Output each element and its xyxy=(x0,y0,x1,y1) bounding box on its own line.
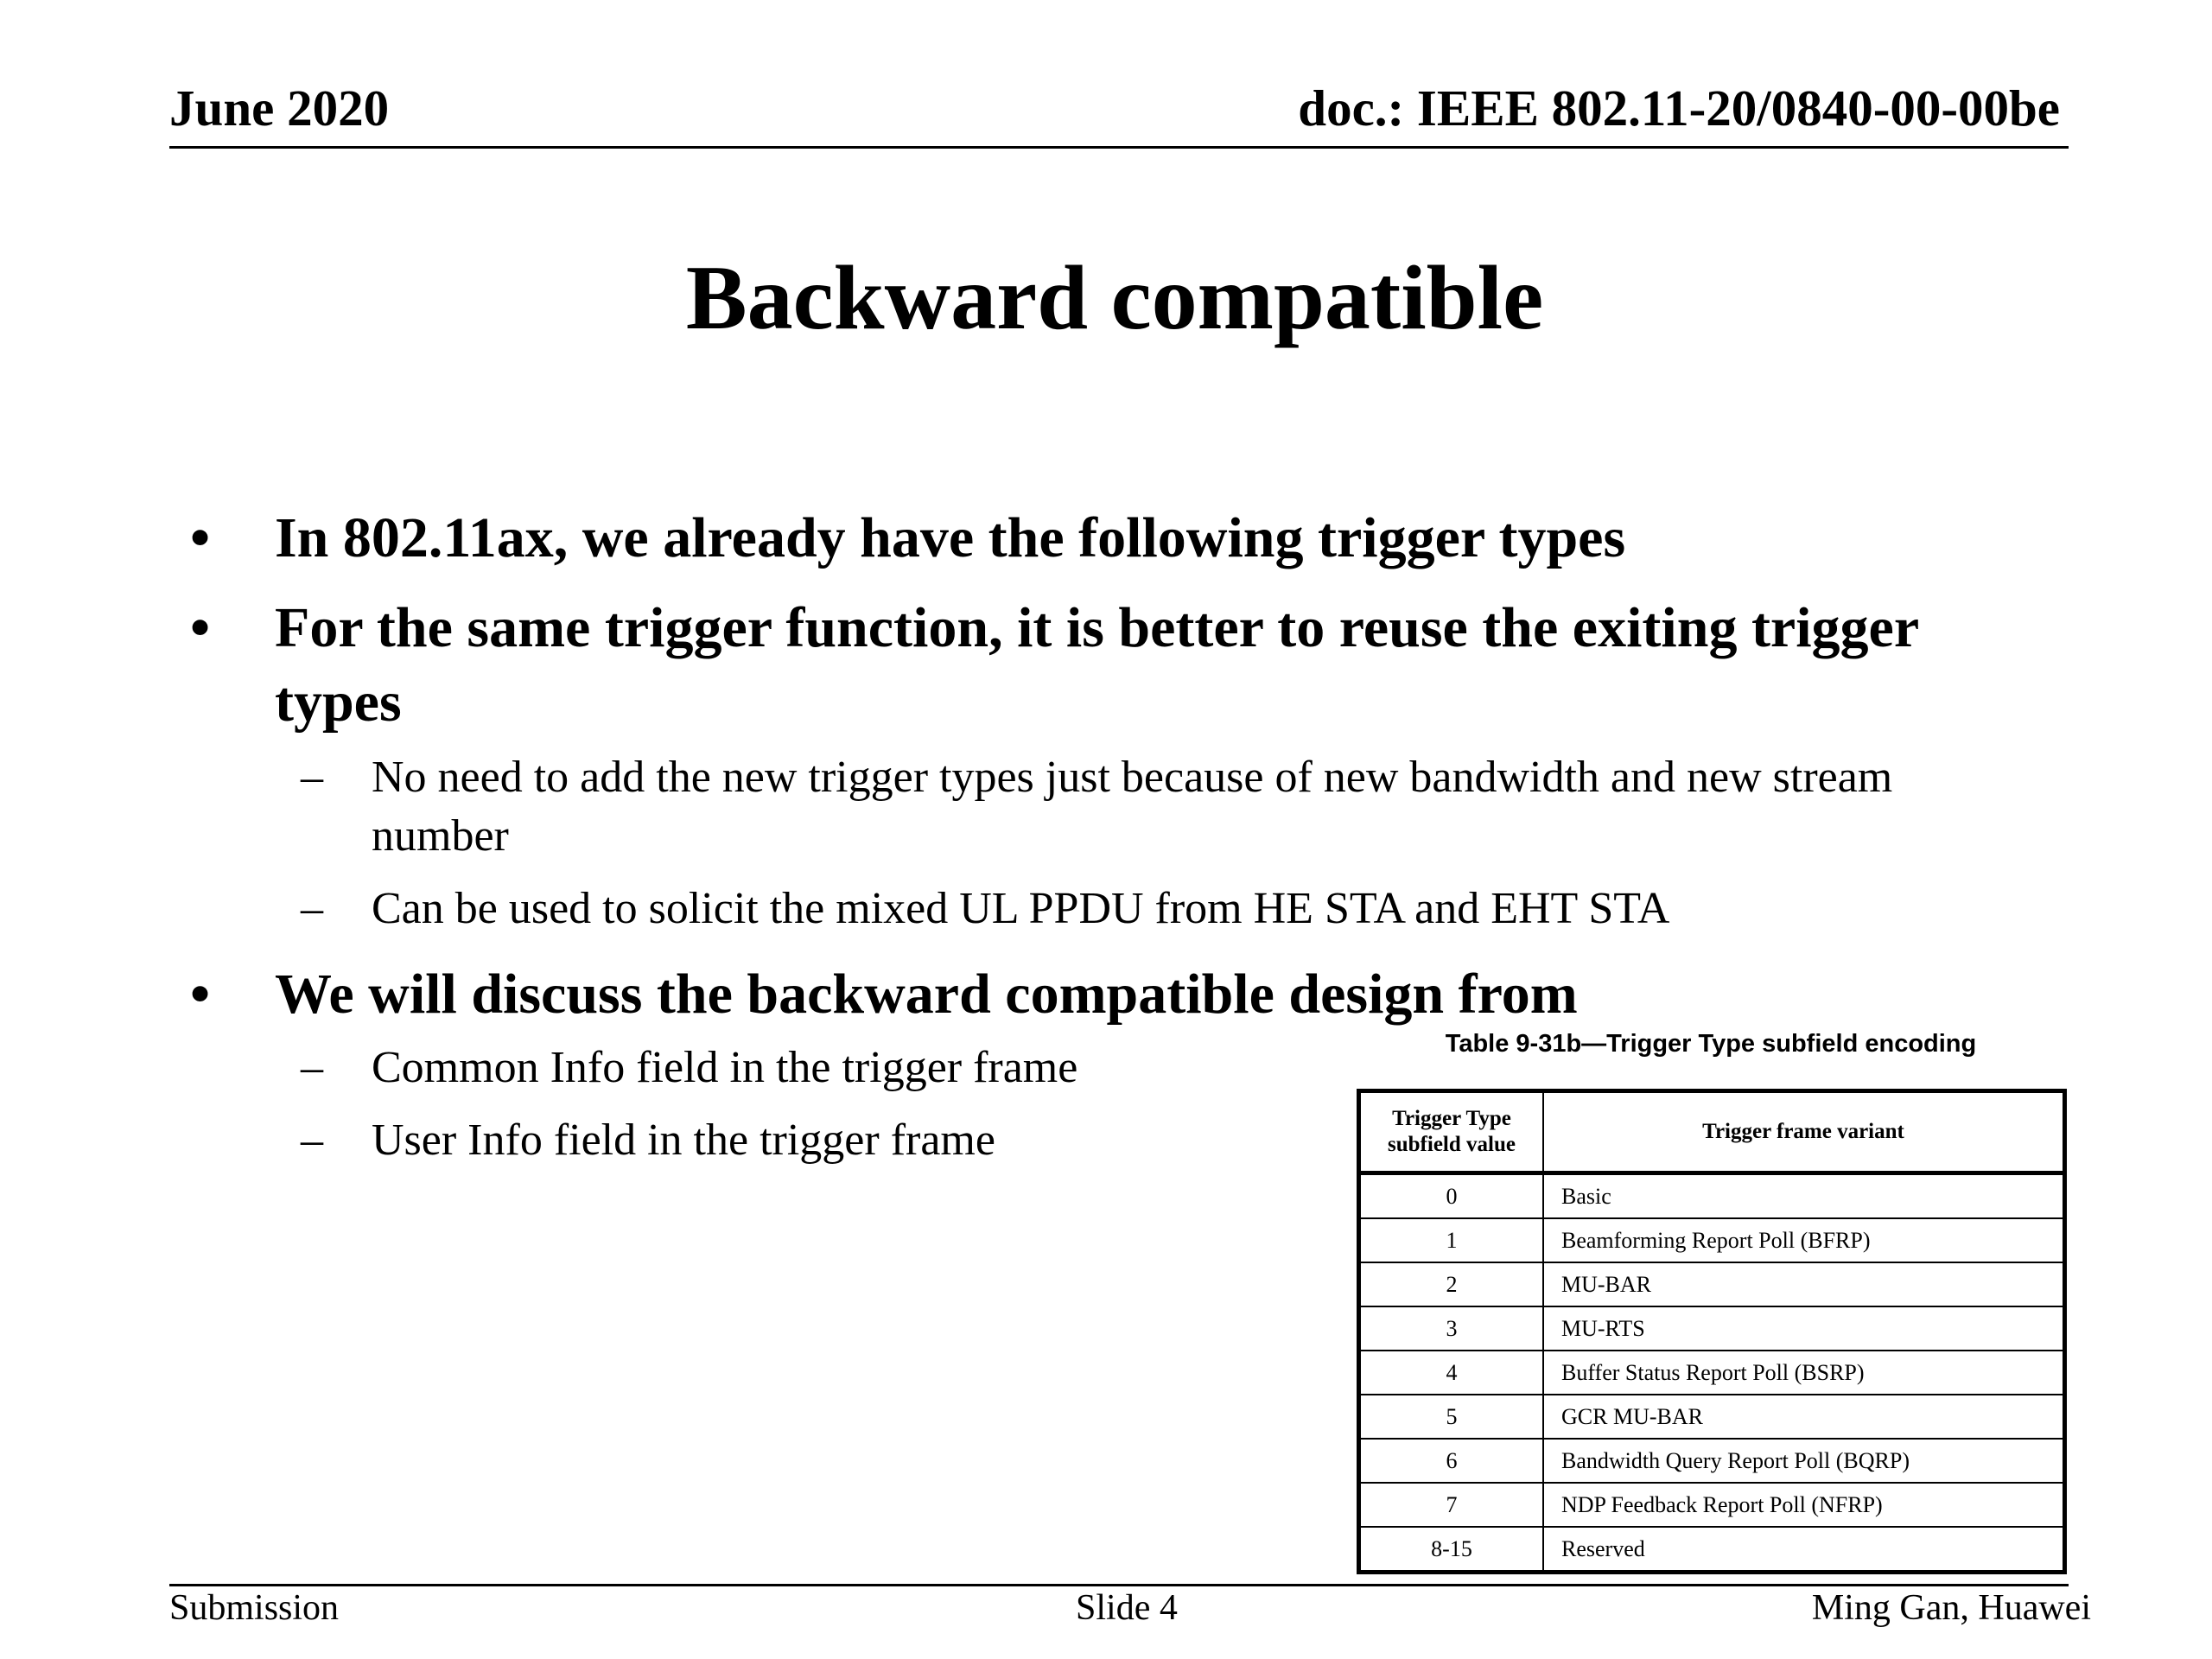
table-row xyxy=(1359,1262,2065,1306)
slide-title: Backward compatible xyxy=(685,247,1544,348)
cell-variant: Buffer Status Report Poll (BSRP) xyxy=(1543,1351,2065,1395)
table-row xyxy=(1359,1351,2065,1395)
cell-variant: MU-BAR xyxy=(1543,1262,2065,1306)
table-caption: Table 9-31b—Trigger Type subfield encoding xyxy=(1445,1030,1977,1058)
cell-variant: Reserved xyxy=(1543,1527,2065,1573)
bullet-text: We will discuss the backward compatible design from xyxy=(275,963,1578,1026)
cell-value: 0 xyxy=(1359,1173,1544,1219)
column-header-variant: Trigger frame variant xyxy=(1543,1091,2065,1173)
table-row xyxy=(1359,1483,2065,1527)
sub-bullet-text: No need to add the new trigger types just because of new bandwidth and new stream number xyxy=(372,753,1893,861)
bullet-mark: • xyxy=(190,506,211,569)
cell-value: 2 xyxy=(1359,1262,1544,1306)
cell-value: 6 xyxy=(1359,1439,1544,1483)
cell-variant: NDP Feedback Report Poll (NFRP) xyxy=(1543,1483,2065,1527)
table-row xyxy=(1359,1395,2065,1439)
bullet-mark: • xyxy=(190,596,211,659)
cell-variant: Basic xyxy=(1543,1173,2065,1219)
footer-divider xyxy=(169,1584,2069,1586)
cell-value: 5 xyxy=(1359,1395,1544,1439)
dash-mark: – xyxy=(301,1116,323,1165)
header-divider xyxy=(169,146,2069,149)
dash-mark: – xyxy=(301,753,323,802)
cell-variant: Beamforming Report Poll (BFRP) xyxy=(1543,1218,2065,1262)
dash-mark: – xyxy=(301,884,323,933)
table-row xyxy=(1359,1173,2065,1219)
table-row xyxy=(1359,1306,2065,1351)
header-doc-id: doc.: IEEE 802.11-20/0840-00-00be xyxy=(1298,79,2060,137)
sub-bullet-text: Can be used to solicit the mixed UL PPDU from HE STA and EHT STA xyxy=(372,884,1670,933)
cell-value: 1 xyxy=(1359,1218,1544,1262)
cell-variant: MU-RTS xyxy=(1543,1306,2065,1351)
bullet-text: In 802.11ax, we already have the following trigger types xyxy=(275,506,1626,569)
column-header-value: Trigger Type subfield value xyxy=(1359,1091,1544,1173)
table-row xyxy=(1359,1527,2065,1573)
footer-slide-number: Slide 4 xyxy=(1076,1588,1178,1628)
table-row xyxy=(1359,1439,2065,1483)
header-date: June 2020 xyxy=(169,79,390,137)
cell-value: 7 xyxy=(1359,1483,1544,1527)
cell-value: 4 xyxy=(1359,1351,1544,1395)
cell-value: 8-15 xyxy=(1359,1527,1544,1573)
sub-bullet-text: Common Info field in the trigger frame xyxy=(372,1043,1078,1092)
cell-variant: GCR MU-BAR xyxy=(1543,1395,2065,1439)
table-header-row xyxy=(1359,1091,2065,1173)
cell-value: 3 xyxy=(1359,1306,1544,1351)
footer-submission: Submission xyxy=(169,1588,340,1628)
cell-variant: Bandwidth Query Report Poll (BQRP) xyxy=(1543,1439,2065,1483)
dash-mark: – xyxy=(301,1043,323,1092)
bullet-text: For the same trigger function, it is better to reuse the exiting trigger types xyxy=(275,596,1918,734)
footer-author: Ming Gan, Huawei xyxy=(1811,1588,2091,1628)
bullet-mark: • xyxy=(190,963,211,1026)
table-row xyxy=(1359,1218,2065,1262)
trigger-type-table xyxy=(1357,1089,2067,1574)
sub-bullet-text: User Info field in the trigger frame xyxy=(372,1116,995,1165)
